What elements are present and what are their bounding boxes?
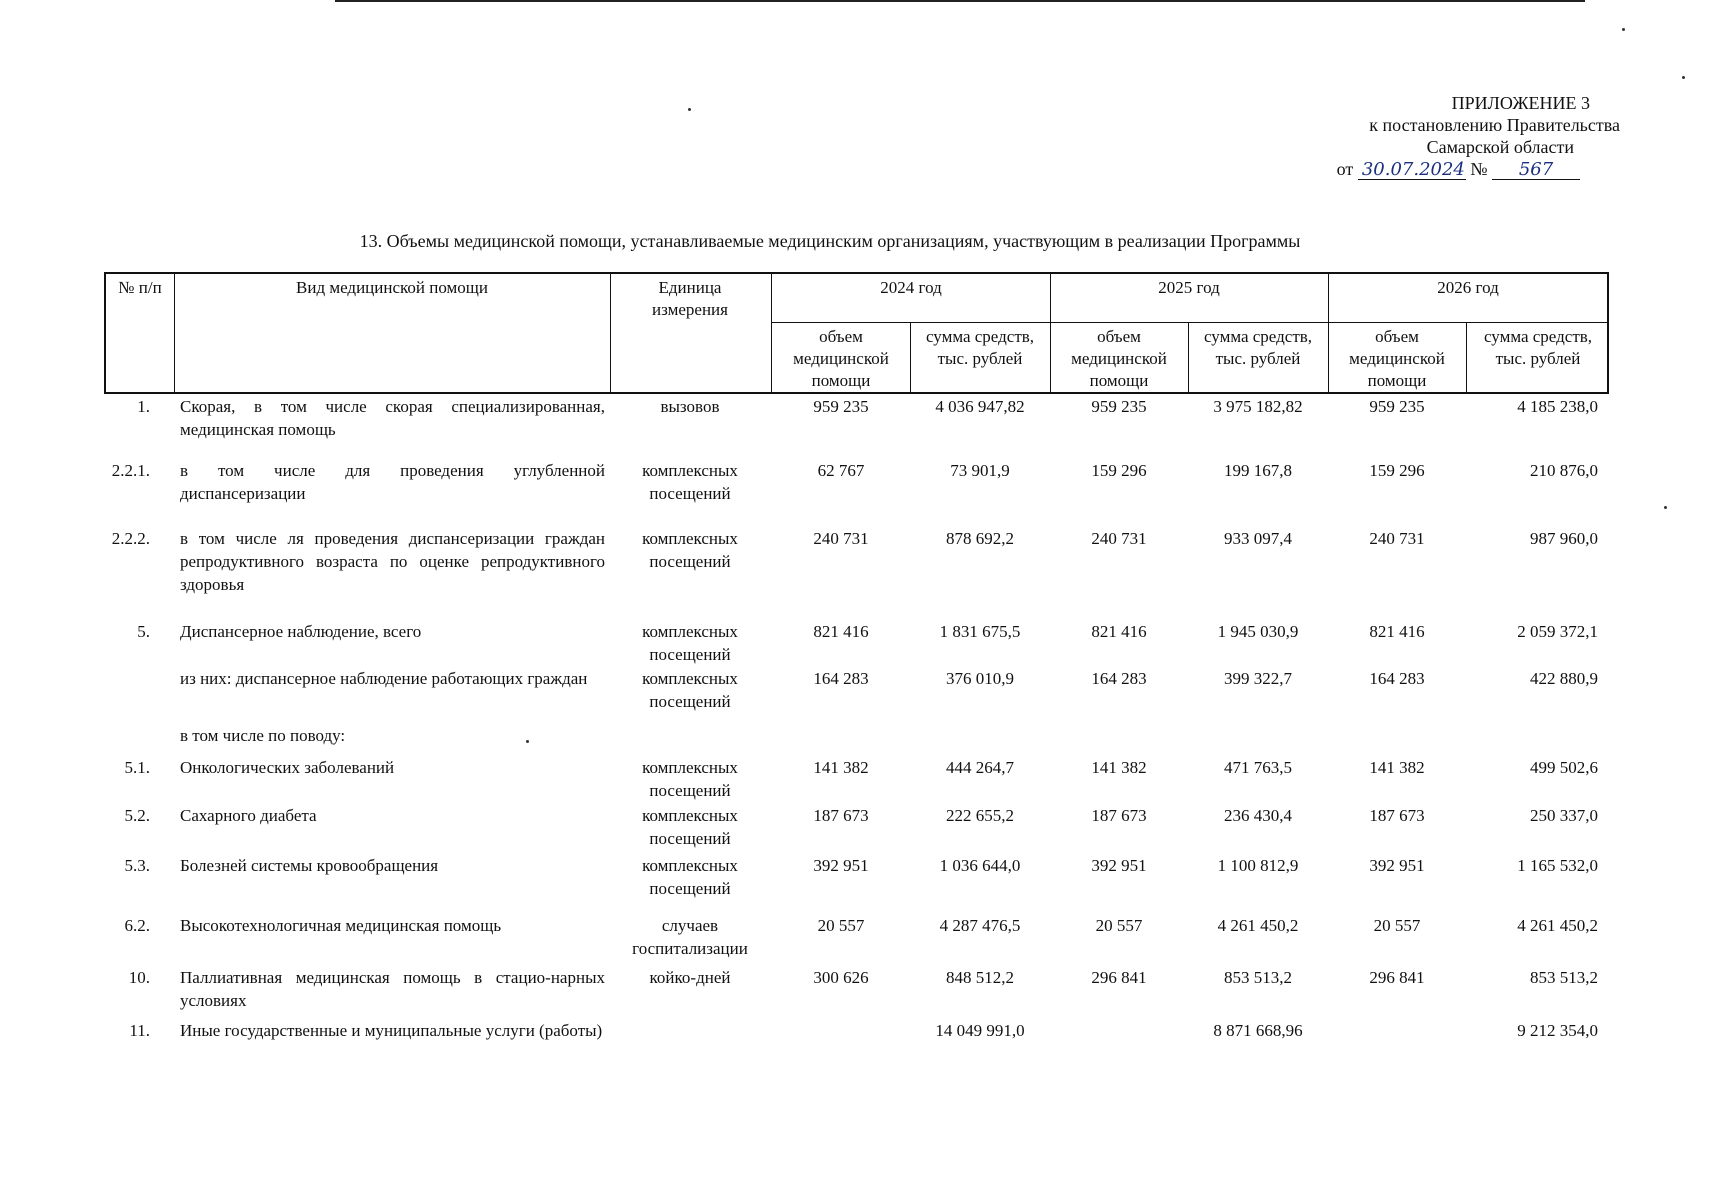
appendix-line: Самарской области	[1426, 137, 1574, 157]
number-prefix: №	[1470, 159, 1488, 179]
scan-speck	[1664, 506, 1667, 509]
value-2026-volume: 296 841	[1369, 968, 1425, 987]
value-2026-volume: 187 673	[1369, 806, 1425, 825]
header-divider	[1188, 322, 1189, 393]
appendix-date-line	[1200, 158, 1580, 180]
value-2025-sum: 8 871 668,96	[1213, 1021, 1303, 1040]
value-2025-sum: 399 322,7	[1224, 669, 1292, 688]
value-2024-volume: 141 382	[813, 758, 869, 777]
row-name: Диспансерное наблюдение, всего	[180, 622, 422, 641]
value-2026-volume: 20 557	[1373, 916, 1421, 935]
value-2024-volume: 20 557	[817, 916, 865, 935]
header-sum: сумма средств, тыс. рублей	[925, 327, 1035, 368]
scan-top-edge-line	[335, 0, 1585, 2]
value-2025-sum: 236 430,4	[1224, 806, 1292, 825]
row-name: в том числе ля проведения диспансеризации граждан репродуктивного возраста по оценке репродуктивного здоровья	[180, 529, 605, 594]
header-year-2025: 2025 год	[1158, 278, 1220, 297]
value-2024-volume: 164 283	[813, 669, 869, 688]
value-2024-volume: 62 767	[817, 461, 865, 480]
row-name: в том числе для проведения углубленной диспансеризации	[180, 461, 605, 503]
value-2025-sum: 853 513,2	[1224, 968, 1292, 987]
header-divider	[174, 273, 175, 393]
value-2024-sum: 444 264,7	[946, 758, 1014, 777]
value-2025-volume: 392 951	[1091, 856, 1147, 875]
value-2026-volume: 392 951	[1369, 856, 1425, 875]
value-2026-volume: 240 731	[1369, 529, 1425, 548]
section-title: 13. Объемы медицинской помощи, устанавливаемые медицинским организациям, участвующим в реализации Программы	[359, 231, 1301, 251]
row-name: Болезней системы кровообращения	[180, 856, 439, 875]
value-2025-sum: 4 261 450,2	[1217, 916, 1299, 935]
value-2026-sum: 853 513,2	[1530, 968, 1598, 987]
header-divider	[1466, 322, 1467, 393]
appendix-line: к постановлению Правительства	[1369, 115, 1620, 135]
row-name: Паллиативная медицинская помощь в стацио-нарных условиях	[180, 968, 605, 1010]
header-volume: объем медицинской помощи	[1349, 327, 1445, 390]
row-unit: комплексных посещений	[642, 669, 738, 711]
appendix-title: ПРИЛОЖЕНИЕ 3	[1451, 93, 1590, 113]
value-2024-volume: 392 951	[813, 856, 869, 875]
row-name: Сахарного диабета	[180, 806, 317, 825]
header-volume: объем медицинской помощи	[793, 327, 889, 390]
handwritten-date: 30.07.2024	[1358, 161, 1466, 180]
row-number: 2.2.1.	[111, 461, 150, 480]
value-2024-sum: 73 901,9	[950, 461, 1010, 480]
value-2024-volume: 959 235	[813, 397, 869, 416]
row-unit: комплексных посещений	[642, 529, 738, 571]
value-2024-sum: 1 831 675,5	[939, 622, 1021, 641]
value-2026-volume: 959 235	[1369, 397, 1425, 416]
value-2024-sum: 1 036 644,0	[939, 856, 1021, 875]
value-2026-volume: 164 283	[1369, 669, 1425, 688]
value-2025-volume: 296 841	[1091, 968, 1147, 987]
value-2026-sum: 4 261 450,2	[1517, 916, 1598, 935]
value-2024-volume: 821 416	[813, 622, 869, 641]
row-number: 11.	[129, 1021, 150, 1040]
value-2024-volume: 240 731	[813, 529, 869, 548]
value-2026-sum: 2 059 372,1	[1517, 622, 1598, 641]
value-2025-sum: 1 100 812,9	[1217, 856, 1299, 875]
value-2024-volume: 300 626	[813, 968, 869, 987]
header-unit: Единица измерения	[652, 278, 728, 319]
row-unit: комплексных посещений	[642, 758, 738, 800]
header-divider	[910, 322, 911, 393]
value-2026-volume: 821 416	[1369, 622, 1425, 641]
value-2025-volume: 159 296	[1091, 461, 1147, 480]
value-2025-volume: 141 382	[1091, 758, 1147, 777]
value-2026-volume: 159 296	[1369, 461, 1425, 480]
row-unit: комплексных посещений	[642, 461, 738, 503]
value-2026-sum: 4 185 238,0	[1517, 397, 1598, 416]
scan-speck	[1682, 76, 1685, 79]
value-2025-volume: 187 673	[1091, 806, 1147, 825]
value-2024-sum: 376 010,9	[946, 669, 1014, 688]
value-2026-sum: 422 880,9	[1530, 669, 1598, 688]
value-2025-sum: 471 763,5	[1224, 758, 1292, 777]
value-2024-sum: 14 049 991,0	[935, 1021, 1025, 1040]
value-2026-sum: 499 502,6	[1530, 758, 1598, 777]
header-kind: Вид медицинской помощи	[296, 278, 488, 297]
row-unit: койко-дней	[649, 968, 731, 987]
header-year-2026: 2026 год	[1437, 278, 1499, 297]
value-2025-volume: 20 557	[1095, 916, 1143, 935]
row-name: в том числе по поводу:	[180, 726, 346, 745]
row-number: 10.	[128, 968, 150, 987]
value-2026-sum: 250 337,0	[1530, 806, 1598, 825]
row-name: из них: диспансерное наблюдение работающих граждан	[180, 669, 588, 688]
value-2025-sum: 1 945 030,9	[1217, 622, 1299, 641]
value-2025-sum: 199 167,8	[1224, 461, 1292, 480]
row-unit: комплексных посещений	[642, 806, 738, 848]
row-number: 5.3.	[124, 856, 150, 875]
value-2025-sum: 3 975 182,82	[1213, 397, 1303, 416]
value-2026-sum: 210 876,0	[1530, 461, 1598, 480]
header-sum: сумма средств, тыс. рублей	[1483, 327, 1593, 368]
row-unit: вызовов	[660, 397, 720, 416]
value-2026-sum: 1 165 532,0	[1517, 856, 1598, 875]
row-number: 2.2.2.	[111, 529, 150, 548]
row-name: Высокотехнологичная медицинская помощь	[180, 916, 502, 935]
row-number: 1.	[137, 397, 150, 416]
value-2025-sum: 933 097,4	[1224, 529, 1292, 548]
value-2025-volume: 240 731	[1091, 529, 1147, 548]
row-unit: комплексных посещений	[642, 622, 738, 664]
row-number: 5.	[137, 622, 150, 641]
value-2024-sum: 878 692,2	[946, 529, 1014, 548]
row-unit: случаев госпитализации	[632, 916, 748, 958]
value-2025-volume: 821 416	[1091, 622, 1147, 641]
date-prefix: от	[1336, 159, 1354, 179]
header-sum: сумма средств, тыс. рублей	[1203, 327, 1313, 368]
header-divider	[610, 273, 611, 393]
row-name: Онкологических заболеваний	[180, 758, 395, 777]
header-divider	[771, 322, 1608, 323]
scan-speck	[688, 108, 691, 111]
row-number: 5.2.	[124, 806, 150, 825]
handwritten-number: 567	[1492, 161, 1580, 180]
value-2024-sum: 848 512,2	[946, 968, 1014, 987]
row-name: Иные государственные и муниципальные услуги (работы)	[180, 1021, 603, 1040]
value-2025-volume: 959 235	[1091, 397, 1147, 416]
value-2026-sum: 987 960,0	[1530, 529, 1598, 548]
appendix-header	[1200, 92, 1620, 180]
row-number: 5.1.	[124, 758, 150, 777]
row-number: 6.2.	[124, 916, 150, 935]
header-year-2024: 2024 год	[880, 278, 942, 297]
header-volume: объем медицинской помощи	[1071, 327, 1167, 390]
row-name: Скорая, в том числе скорая специализированная, медицинская помощь	[180, 397, 605, 439]
value-2025-volume: 164 283	[1091, 669, 1147, 688]
value-2024-volume: 187 673	[813, 806, 869, 825]
row-unit: комплексных посещений	[642, 856, 738, 898]
scan-speck	[1622, 28, 1625, 31]
value-2024-sum: 4 287 476,5	[939, 916, 1021, 935]
header-num: № п/п	[118, 278, 162, 297]
value-2026-volume: 141 382	[1369, 758, 1425, 777]
value-2024-sum: 4 036 947,82	[935, 397, 1025, 416]
value-2024-sum: 222 655,2	[946, 806, 1014, 825]
value-2026-sum: 9 212 354,0	[1517, 1021, 1598, 1040]
